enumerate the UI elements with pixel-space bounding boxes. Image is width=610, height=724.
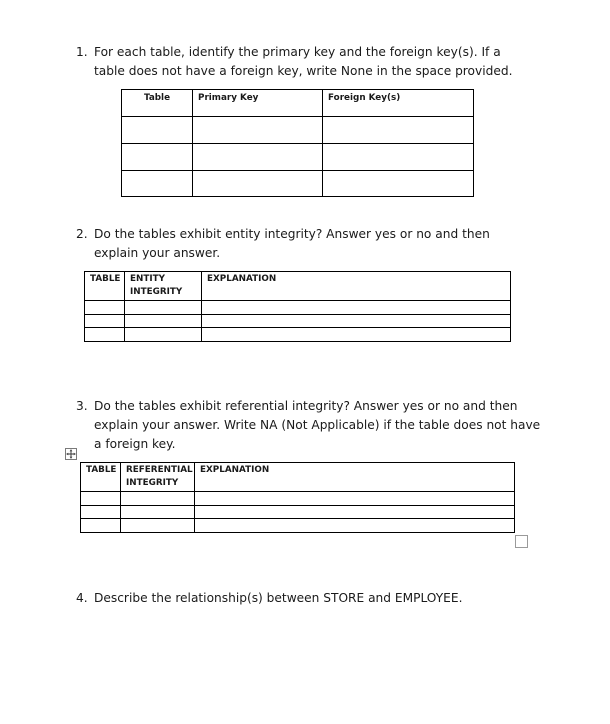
header-table: Table	[122, 90, 193, 117]
header-explanation: EXPLANATION	[202, 272, 511, 301]
table-cell[interactable]	[85, 301, 125, 315]
table-cell[interactable]	[193, 144, 323, 171]
header-entity-integrity: ENTITY INTEGRITY	[125, 272, 202, 301]
question-text: Do the tables exhibit entity integrity? Answer yes or no and then explain your answer.	[94, 227, 490, 260]
table-row	[81, 519, 515, 533]
table-row	[81, 506, 515, 519]
question-text: Describe the relationship(s) between STORE and EMPLOYEE.	[94, 591, 463, 605]
question-4	[76, 589, 526, 608]
table-cell[interactable]	[125, 301, 202, 315]
question-number: 1.	[76, 45, 88, 59]
table-cell[interactable]	[121, 506, 195, 519]
question-number: 3.	[76, 399, 88, 413]
header-table: TABLE	[85, 272, 125, 301]
table-row	[85, 328, 511, 342]
table-cell[interactable]	[202, 328, 511, 342]
table-cell[interactable]	[121, 492, 195, 506]
table-cell[interactable]	[81, 519, 121, 533]
table-cell[interactable]	[195, 506, 515, 519]
table-cell[interactable]	[85, 328, 125, 342]
table-cell[interactable]	[122, 144, 193, 171]
table-cell[interactable]	[323, 117, 474, 144]
table-row	[122, 117, 474, 144]
table-row	[81, 492, 515, 506]
header-explanation: EXPLANATION	[195, 463, 515, 492]
table-cell[interactable]	[193, 171, 323, 197]
table-cell[interactable]	[193, 117, 323, 144]
question-text: For each table, identify the primary key and the foreign key(s). If a table does not have a foreign key, write None in the space provided.	[94, 45, 513, 78]
table-cell[interactable]	[202, 301, 511, 315]
table-cell[interactable]	[122, 117, 193, 144]
table-cell[interactable]	[195, 492, 515, 506]
table-row	[122, 144, 474, 171]
header-table: TABLE	[81, 463, 121, 492]
table-cell[interactable]	[121, 519, 195, 533]
question-3	[76, 397, 544, 454]
question-2	[76, 225, 526, 263]
table-row	[122, 171, 474, 197]
question-1	[76, 43, 526, 81]
question-number: 4.	[76, 591, 88, 605]
table-cell[interactable]	[81, 506, 121, 519]
table-row	[85, 315, 511, 328]
table-cell[interactable]	[323, 171, 474, 197]
header-foreign-keys: Foreign Key(s)	[323, 90, 474, 117]
table-move-handle-icon[interactable]	[65, 448, 77, 460]
question-text: Do the tables exhibit referential integrity? Answer yes or no and then explain your answer. Write NA (Not Applicable) if the table does not have a foreign key.	[94, 399, 541, 451]
table-resize-handle-icon[interactable]	[515, 535, 528, 548]
table-row	[85, 301, 511, 315]
table-cell[interactable]	[323, 144, 474, 171]
table-cell[interactable]	[195, 519, 515, 533]
entity-integrity-table[interactable]	[84, 271, 511, 342]
header-referential-integrity: REFERENTIAL INTEGRITY	[121, 463, 195, 492]
table-cell[interactable]	[122, 171, 193, 197]
referential-integrity-table[interactable]	[80, 462, 515, 533]
question-number: 2.	[76, 227, 88, 241]
header-primary-key: Primary Key	[193, 90, 323, 117]
primary-foreign-key-table[interactable]	[121, 89, 474, 197]
table-cell[interactable]	[202, 315, 511, 328]
table-cell[interactable]	[125, 328, 202, 342]
table-cell[interactable]	[81, 492, 121, 506]
table-cell[interactable]	[85, 315, 125, 328]
table-cell[interactable]	[125, 315, 202, 328]
